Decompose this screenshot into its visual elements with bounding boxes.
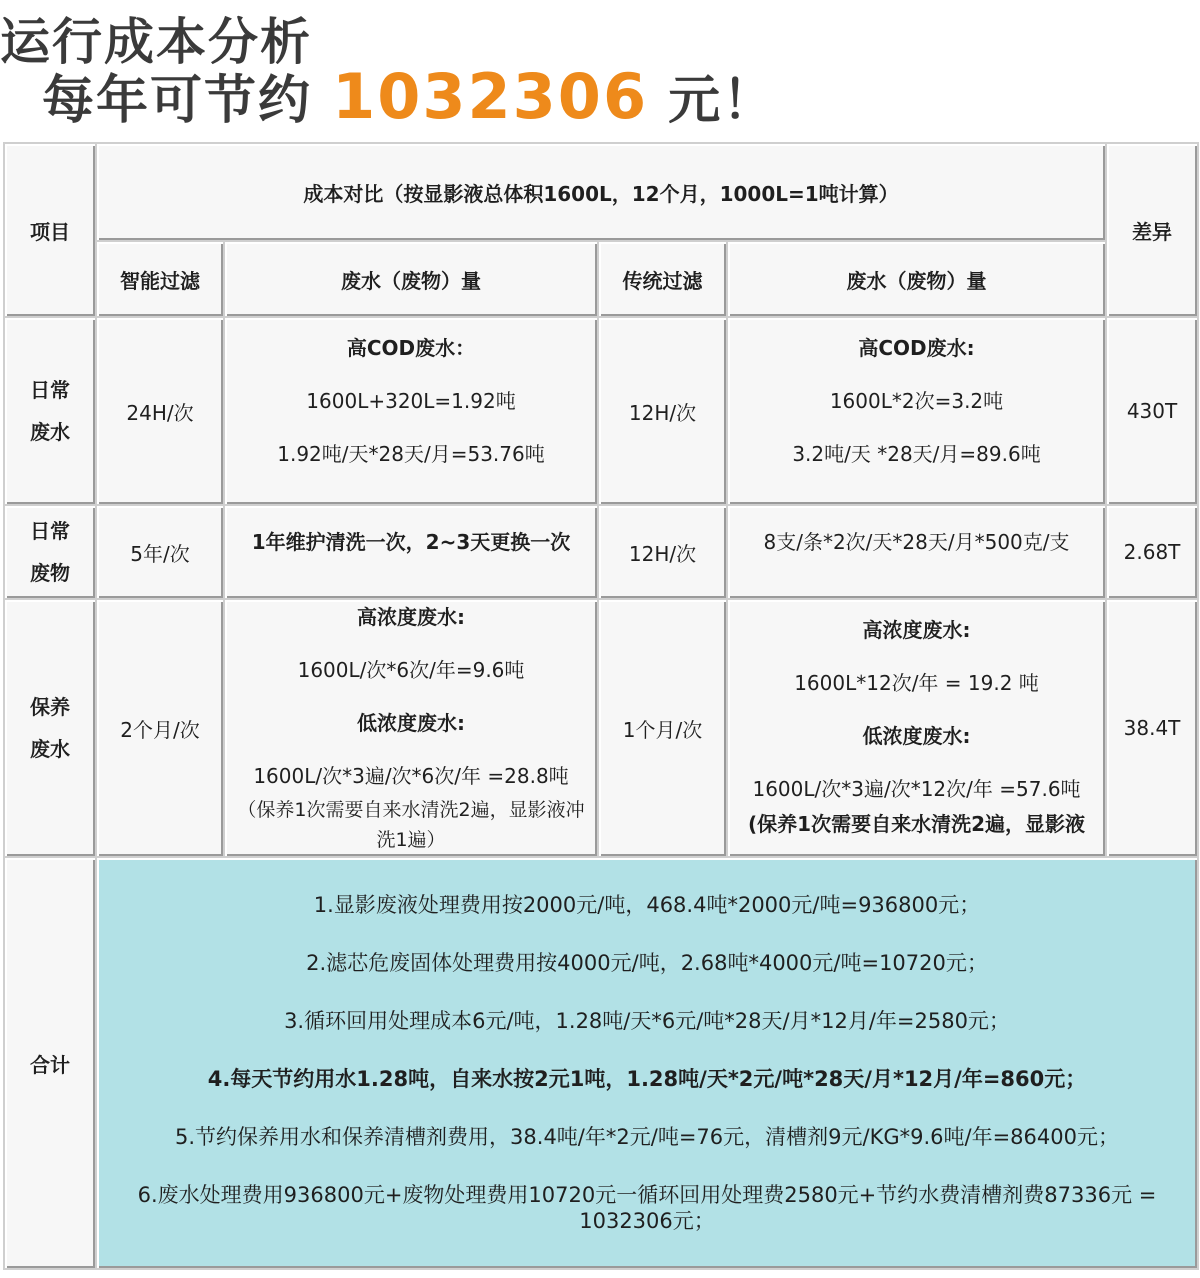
row-label-line2: 废水 (30, 737, 70, 761)
smart-frequency: 2个月/次 (96, 599, 224, 857)
detail-line: 1年维护清洗一次，2~3天更换一次 (251, 529, 571, 554)
total-line: 3.循环回用处理成本6元/吨，1.28吨/天*6元/吨*28天/月*12月/年=2580元； (284, 1009, 1010, 1033)
smart-frequency: 5年/次 (96, 505, 224, 599)
detail-line: 高COD废水: (858, 335, 975, 360)
header-diff: 差异 (1106, 143, 1198, 317)
row-label-line1: 日常 (30, 378, 70, 402)
header-waste-amount-traditional: 废水（废物）量 (727, 241, 1106, 317)
header-smart-filter: 智能过滤 (96, 241, 224, 317)
table-row-maintenance-wastewater (4, 599, 1198, 857)
total-line: 4.每天节约用水1.28吨，自来水按2元1吨，1.28吨/天*2元/吨*28天/月*12月/年=860元； (207, 1067, 1087, 1091)
detail-line: 3.2吨/天 *28天/月=89.6吨 (792, 441, 1041, 466)
row-label-line1: 日常 (30, 519, 70, 543)
detail-line: 高COD废水： (346, 335, 476, 360)
smart-frequency: 24H/次 (96, 317, 224, 505)
header-item: 项目 (4, 143, 96, 317)
smart-detail (224, 317, 598, 505)
difference-value: 430T (1106, 317, 1198, 505)
table-row-daily-waste (4, 505, 1198, 599)
page-subtitle (42, 58, 776, 133)
traditional-frequency: 12H/次 (598, 317, 727, 505)
savings-amount: 1032306 (332, 60, 649, 133)
row-label (4, 317, 96, 505)
detail-note: （保养1次需要自来水清洗2遍，显影液冲洗1遍） (237, 799, 585, 851)
smart-detail (224, 505, 598, 599)
smart-detail (224, 599, 598, 857)
subtitle-suffix: 元！ (648, 71, 777, 131)
detail-note: (保养1次需要自来水清洗2遍，显影液 (748, 811, 1085, 836)
header-caption: 成本对比（按显影液总体积1600L，12个月，1000L=1吨计算） (96, 143, 1106, 241)
detail-line: 1600L/次*3遍/次*6次/年 =28.8吨 (253, 764, 569, 788)
detail-line: 8支/条*2次/天*28天/月*500克/支 (763, 529, 1070, 554)
total-label: 合计 (4, 857, 96, 1269)
detail-line: 低浓度废水: (357, 711, 465, 735)
total-summary (96, 857, 1198, 1269)
header-waste-amount-smart: 废水（废物）量 (224, 241, 598, 317)
header-traditional-filter: 传统过滤 (598, 241, 727, 317)
detail-line: 1600L/次*6次/年=9.6吨 (297, 658, 525, 682)
traditional-frequency: 1个月/次 (598, 599, 727, 857)
detail-line: 高浓度废水: (862, 617, 971, 642)
page-title: 运行成本分析 (0, 13, 312, 71)
traditional-detail (727, 505, 1106, 599)
detail-line: 1600L*12次/年 = 19.2 吨 (794, 670, 1039, 695)
row-label (4, 505, 96, 599)
row-label-line2: 废水 (30, 420, 70, 444)
traditional-detail (727, 317, 1106, 505)
difference-value: 2.68T (1106, 505, 1198, 599)
subtitle-prefix: 每年可节约 (42, 71, 333, 131)
detail-line: 1600L+320L=1.92吨 (306, 388, 516, 413)
traditional-frequency: 12H/次 (598, 505, 727, 599)
total-line: 5.节约保养用水和保养清槽剂费用，38.4吨/年*2元/吨=76元，清槽剂9元/KG*9.6吨/年=86400元； (175, 1125, 1119, 1149)
row-label-line1: 保养 (30, 695, 70, 719)
table-row-total (4, 857, 1198, 1269)
detail-line: 高浓度废水: (357, 605, 465, 629)
detail-line: 1.92吨/天*28天/月=53.76吨 (277, 441, 545, 466)
row-label (4, 599, 96, 857)
total-line: 6.废水处理费用936800元+废物处理费用10720元一循环回用处理费2580元+节约水费清槽剂费87336元 = 1032306元； (137, 1183, 1157, 1233)
row-label-line2: 废物 (30, 561, 70, 585)
detail-line: 1600L/次*3遍/次*12次/年 =57.6吨 (752, 776, 1081, 801)
total-line: 1.显影废液处理费用按2000元/吨，468.4吨*2000元/吨=936800元； (313, 893, 981, 917)
cost-comparison-table (3, 142, 1199, 1270)
total-line: 2.滤芯危废固体处理费用按4000元/吨，2.68吨*4000元/吨=10720元； (306, 951, 988, 975)
table-row-daily-wastewater (4, 317, 1198, 505)
detail-line: 低浓度废水: (862, 723, 971, 748)
traditional-detail (727, 599, 1106, 857)
detail-line: 1600L*2次=3.2吨 (829, 388, 1004, 413)
difference-value: 38.4T (1106, 599, 1198, 857)
